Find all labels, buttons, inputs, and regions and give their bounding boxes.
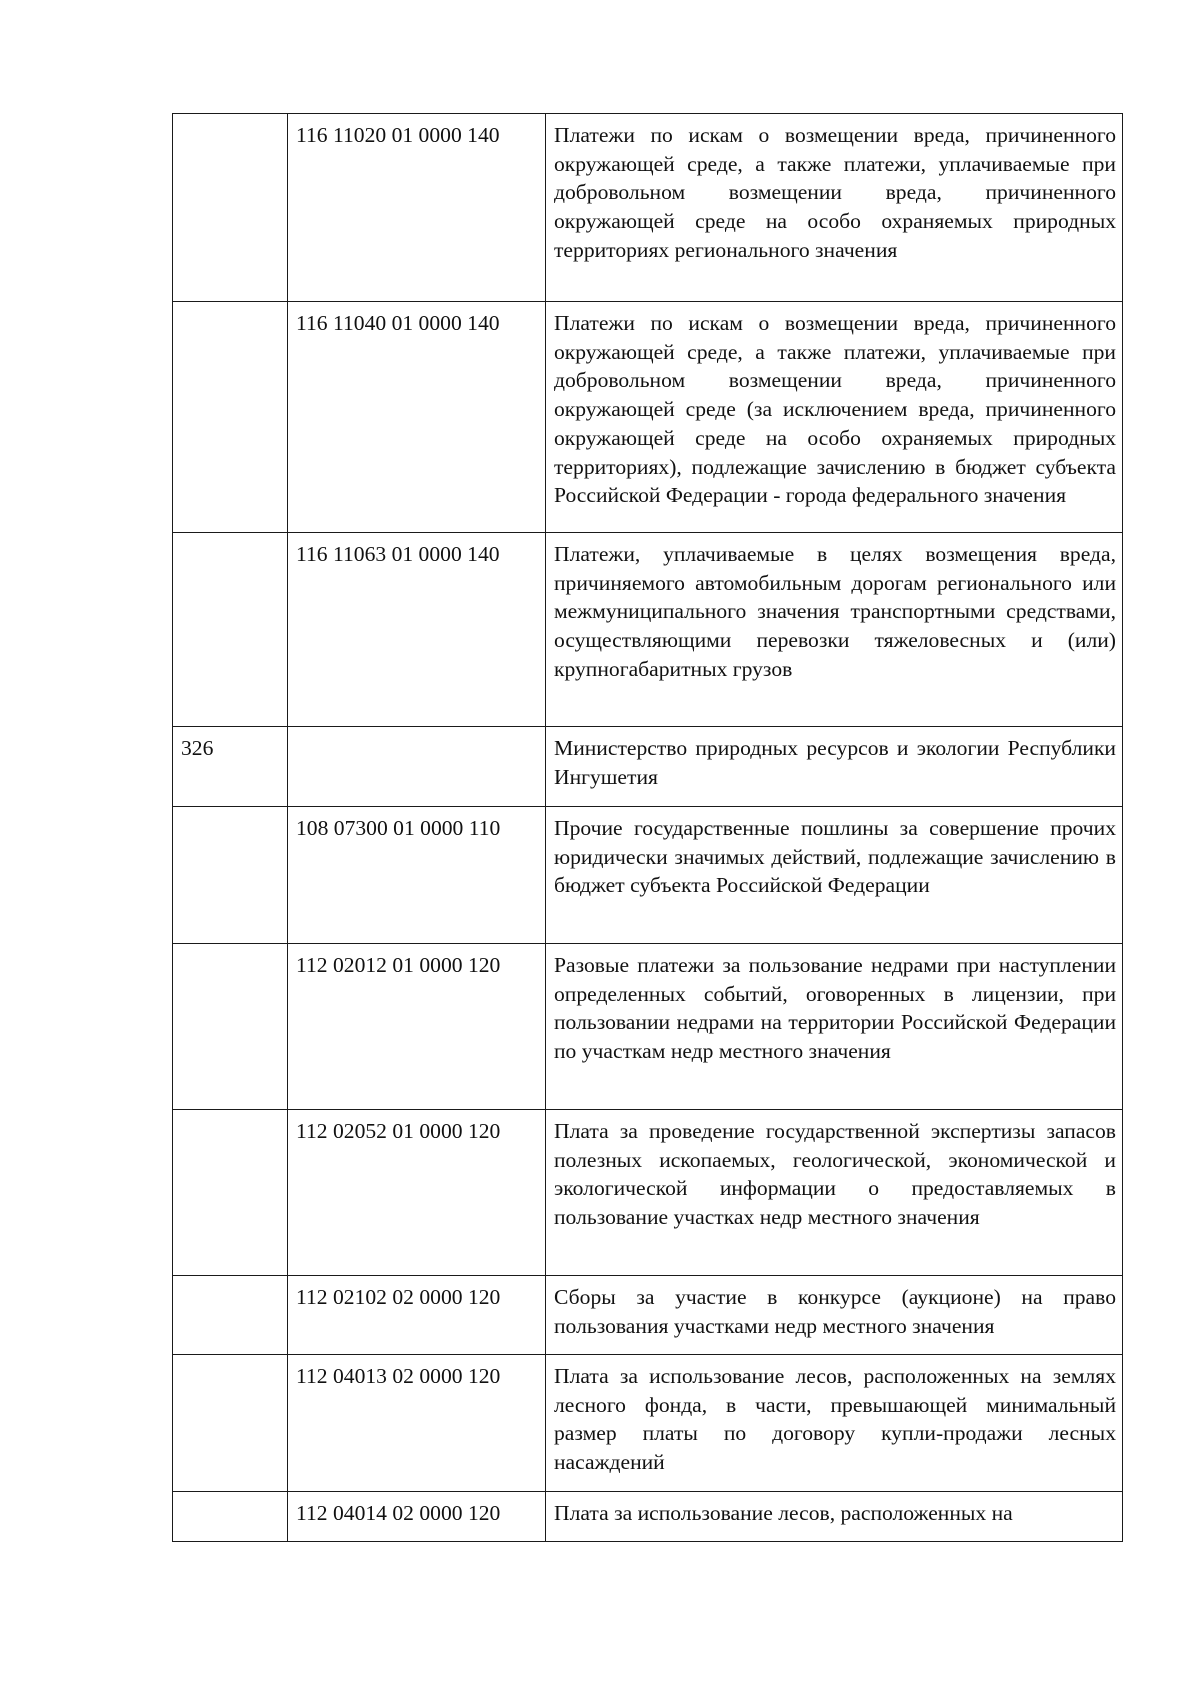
table-row [173, 114, 1123, 302]
budget-code-cell [288, 727, 546, 807]
revenue-name-cell: Прочие государственные пошлины за совершение прочих юридически значимых действий, подлежащие зачислению в бюджет субъекта Российской Федерации [546, 807, 1123, 944]
budget-code-cell: 112 02052 01 0000 120 [288, 1110, 546, 1276]
table-row [173, 533, 1123, 727]
admin-code-cell [173, 302, 288, 533]
revenue-name-cell: Плата за использование лесов, расположенных на [546, 1492, 1123, 1542]
admin-code-cell [173, 114, 288, 302]
table-row [173, 302, 1123, 533]
budget-code-cell: 112 04013 02 0000 120 [288, 1355, 546, 1492]
budget-code-cell: 112 02102 02 0000 120 [288, 1276, 546, 1355]
revenue-name-cell: Плата за использование лесов, расположенных на землях лесного фонда, в части, превышающей минимальный размер платы по договору купли-продажи лесных насаждений [546, 1355, 1123, 1492]
admin-code-cell [173, 944, 288, 1110]
admin-code-cell [173, 1492, 288, 1542]
admin-code-cell [173, 1110, 288, 1276]
table-row [173, 1355, 1123, 1492]
revenue-name-cell: Платежи по искам о возмещении вреда, причиненного окружающей среде, а также платежи, уплачиваемые при добровольном возмещении вреда, причиненного окружающей среде (за исключением вреда, причиненного окружающей среде на особо охраняемых природных территориях), подлежащие зачислению в бюджет субъекта Российской Федерации - города федерального значения [546, 302, 1123, 533]
revenue-name-cell: Платежи по искам о возмещении вреда, причиненного окружающей среде, а также платежи, уплачиваемые при добровольном возмещении вреда, причиненного окружающей среде на особо охраняемых природных территориях регионального значения [546, 114, 1123, 302]
admin-code-cell: 326 [173, 727, 288, 807]
table-row [173, 1276, 1123, 1355]
revenue-name-cell: Платежи, уплачиваемые в целях возмещения вреда, причиняемого автомобильным дорогам регионального или межмуниципального значения транспортными средствами, осуществляющими перевозки тяжеловесных и (или) крупногабаритных грузов [546, 533, 1123, 727]
admin-code-cell [173, 807, 288, 944]
admin-code-cell [173, 533, 288, 727]
admin-code-cell [173, 1276, 288, 1355]
revenue-name-cell: Разовые платежи за пользование недрами при наступлении определенных событий, оговоренных в лицензии, при пользовании недрами на территории Российской Федерации по участкам недр местного значения [546, 944, 1123, 1110]
revenue-name-cell: Сборы за участие в конкурсе (аукционе) на право пользования участками недр местного значения [546, 1276, 1123, 1355]
revenue-name-cell: Министерство природных ресурсов и экологии Республики Ингушетия [546, 727, 1123, 807]
budget-codes-table [172, 113, 1123, 1542]
budget-code-cell: 112 02012 01 0000 120 [288, 944, 546, 1110]
table-row [173, 1110, 1123, 1276]
budget-code-cell: 116 11063 01 0000 140 [288, 533, 546, 727]
budget-code-cell: 116 11040 01 0000 140 [288, 302, 546, 533]
revenue-name-cell: Плата за проведение государственной экспертизы запасов полезных ископаемых, геологической, экономической и экологической информации о предоставляемых в пользование участках недр местного значения [546, 1110, 1123, 1276]
table-row [173, 1492, 1123, 1542]
table-body [173, 114, 1123, 1542]
table-row [173, 807, 1123, 944]
budget-code-cell: 112 04014 02 0000 120 [288, 1492, 546, 1542]
budget-code-cell: 116 11020 01 0000 140 [288, 114, 546, 302]
table-row [173, 944, 1123, 1110]
table-row [173, 727, 1123, 807]
admin-code-cell [173, 1355, 288, 1492]
budget-code-cell: 108 07300 01 0000 110 [288, 807, 546, 944]
